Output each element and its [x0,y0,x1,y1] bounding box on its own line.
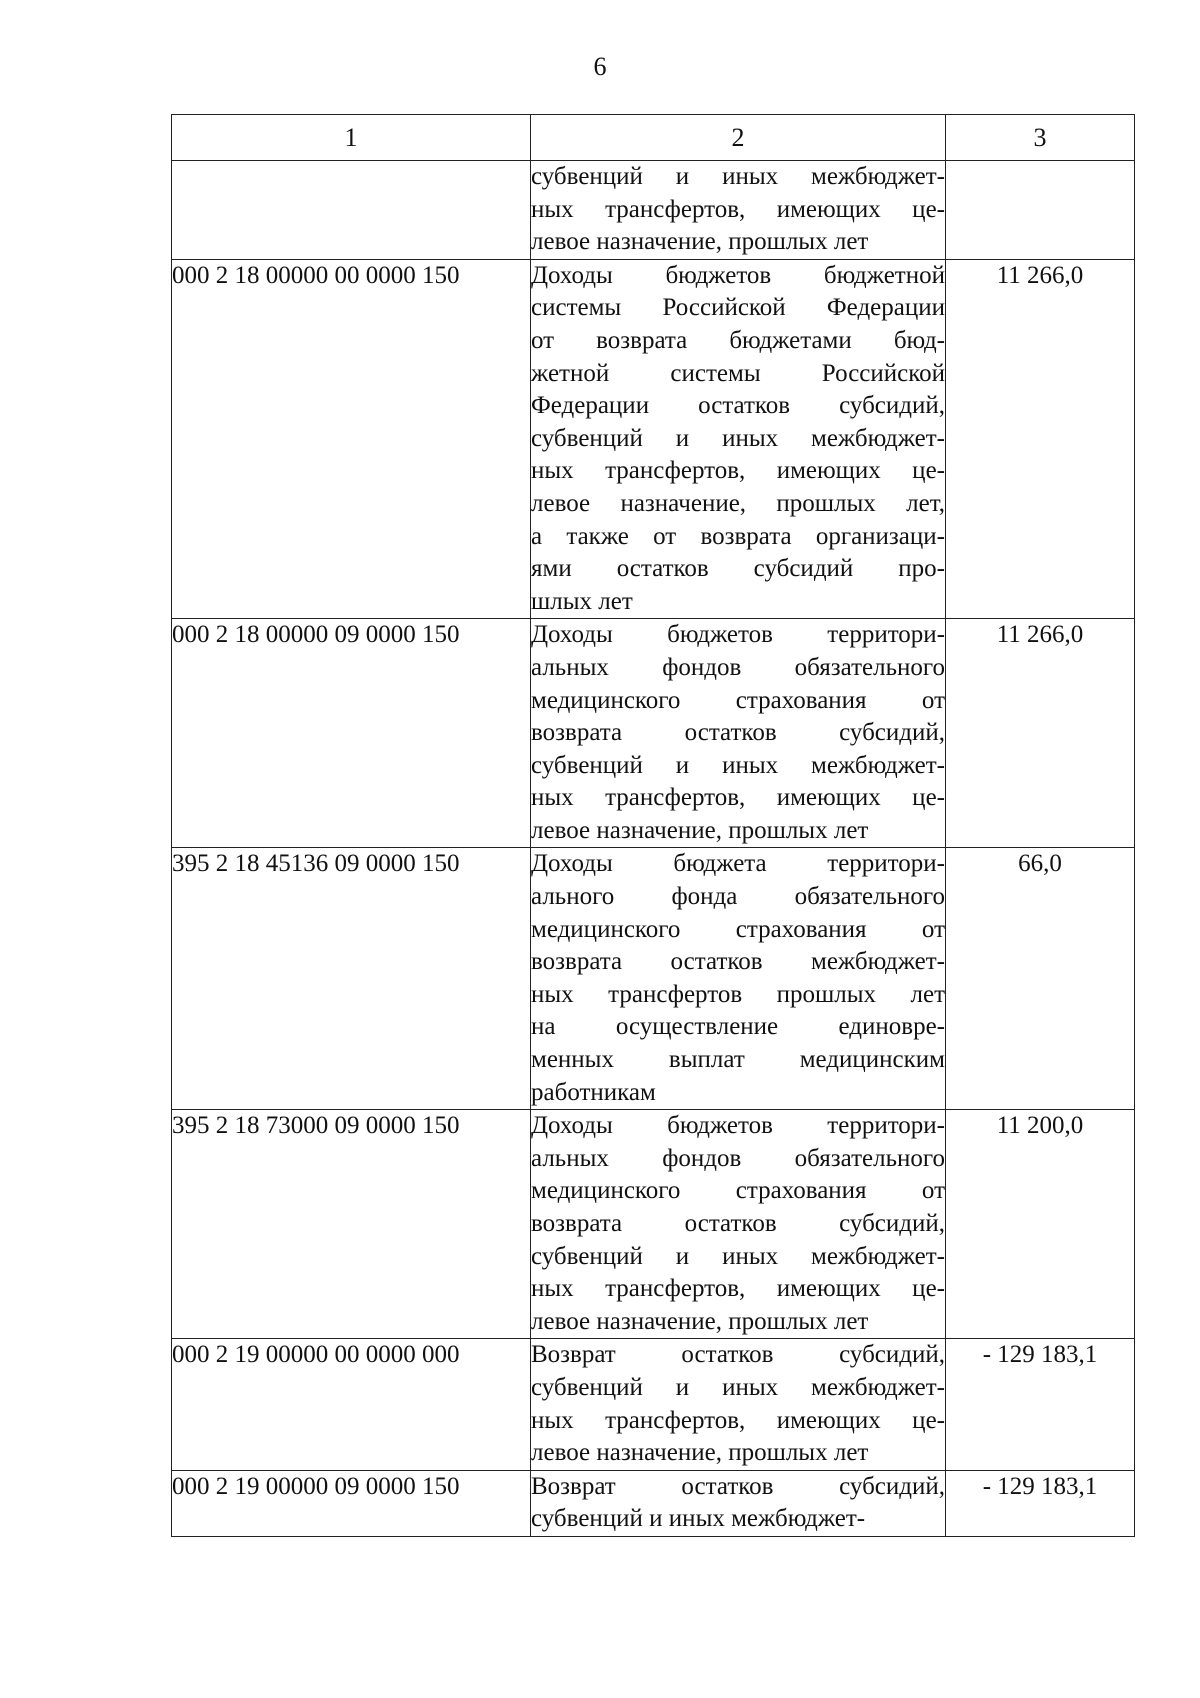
description-line: ями остатков субсидий про- [531,555,945,583]
row-description [531,848,946,1110]
table-row [172,161,1135,260]
description-line: ального фонда обязательного [531,883,945,911]
description-line: Возврат остатков субсидий, [531,1341,945,1369]
table-row [172,259,1135,619]
description-line: менных выплат медицинским [531,1046,945,1074]
row-amount: - 129 183,1 [946,1339,1135,1470]
row-code: 000 2 18 00000 09 0000 150 [172,619,531,848]
row-code: 000 2 18 00000 00 0000 150 [172,259,531,619]
table-row [172,848,1135,1110]
description-line: на осуществление единовре- [531,1013,945,1041]
description-line: ных трансфертов, имеющих це- [531,457,945,485]
row-code: 000 2 19 00000 00 0000 000 [172,1339,531,1470]
row-code [172,161,531,260]
description-line: возврата остатков межбюджет- [531,948,945,976]
row-description [531,161,946,260]
description-line: левое назначение, прошлых лет [531,1307,869,1335]
description-line: субвенций и иных межбюджет- [531,163,945,190]
row-code: 000 2 19 00000 09 0000 150 [172,1470,531,1536]
description-line: жетной системы Российской [531,359,945,387]
description-line: Федерации остатков субсидий, [531,392,945,420]
description-line: левое назначение, прошлых лет [531,228,869,256]
row-code: 395 2 18 73000 09 0000 150 [172,1110,531,1339]
row-code: 395 2 18 45136 09 0000 150 [172,848,531,1110]
description-line: Возврат остатков субсидий, [531,1472,945,1500]
description-line: левое назначение, прошлых лет, [531,489,945,517]
description-line: Доходы бюджета территори- [531,850,945,878]
description-line: ных трансфертов прошлых лет [531,980,945,1008]
table-body [172,161,1135,1537]
description-line: Доходы бюджетов территори- [531,621,945,649]
table-row [172,1470,1135,1536]
row-amount: 11 200,0 [946,1110,1135,1339]
description-line: левое назначение, прошлых лет [531,816,869,844]
description-line: субвенций и иных межбюджет- [531,424,945,452]
description-line: Доходы бюджетов бюджетной [531,261,945,289]
row-amount [946,161,1135,260]
description-line: субвенций и иных межбюджет- [531,751,945,779]
description-line: а также от возврата организаци- [531,522,945,550]
column-header-amount: 3 [946,115,1135,161]
description-line: возврата остатков субсидий, [531,1210,945,1237]
description-line: левое назначение, прошлых лет [531,1439,869,1467]
description-line: ных трансфертов, имеющих це- [531,1275,945,1303]
column-header-code: 1 [172,115,531,161]
description-line: ных трансфертов, имеющих це- [531,195,945,223]
column-header-description: 2 [531,115,946,161]
row-amount: - 129 183,1 [946,1470,1135,1536]
row-amount: 11 266,0 [946,619,1135,848]
budget-revenue-table [171,114,1135,1537]
description-line: возврата остатков субсидий, [531,719,945,747]
table-row [172,1110,1135,1339]
row-description [531,259,946,619]
description-line: ных трансфертов, имеющих це- [531,784,945,812]
row-description [531,1470,946,1536]
description-line: Доходы бюджетов территори- [531,1112,945,1140]
description-line: медицинского страхования от [531,686,945,714]
table-header-row [172,115,1135,161]
description-line: медицинского страхования от [531,1177,945,1205]
row-description [531,1339,946,1470]
description-line: медицинского страхования от [531,915,945,943]
table-row [172,1339,1135,1470]
row-amount: 11 266,0 [946,259,1135,619]
description-line: ных трансфертов, имеющих це- [531,1406,945,1434]
description-line: альных фондов обязательного [531,653,945,681]
description-line: альных фондов обязательного [531,1144,945,1172]
description-line: работникам [531,1078,656,1106]
description-line: субвенций и иных межбюджет- [531,1505,866,1533]
description-line: субвенций и иных межбюджет- [531,1373,945,1401]
table-row [172,619,1135,848]
page-number: 6 [593,52,607,81]
row-description [531,619,946,848]
description-line: от возврата бюджетами бюд- [531,326,945,354]
description-line: шлых лет [531,587,633,615]
row-description [531,1110,946,1339]
description-line: субвенций и иных межбюджет- [531,1242,945,1270]
description-line: системы Российской Федерации [531,294,945,322]
row-amount: 66,0 [946,848,1135,1110]
